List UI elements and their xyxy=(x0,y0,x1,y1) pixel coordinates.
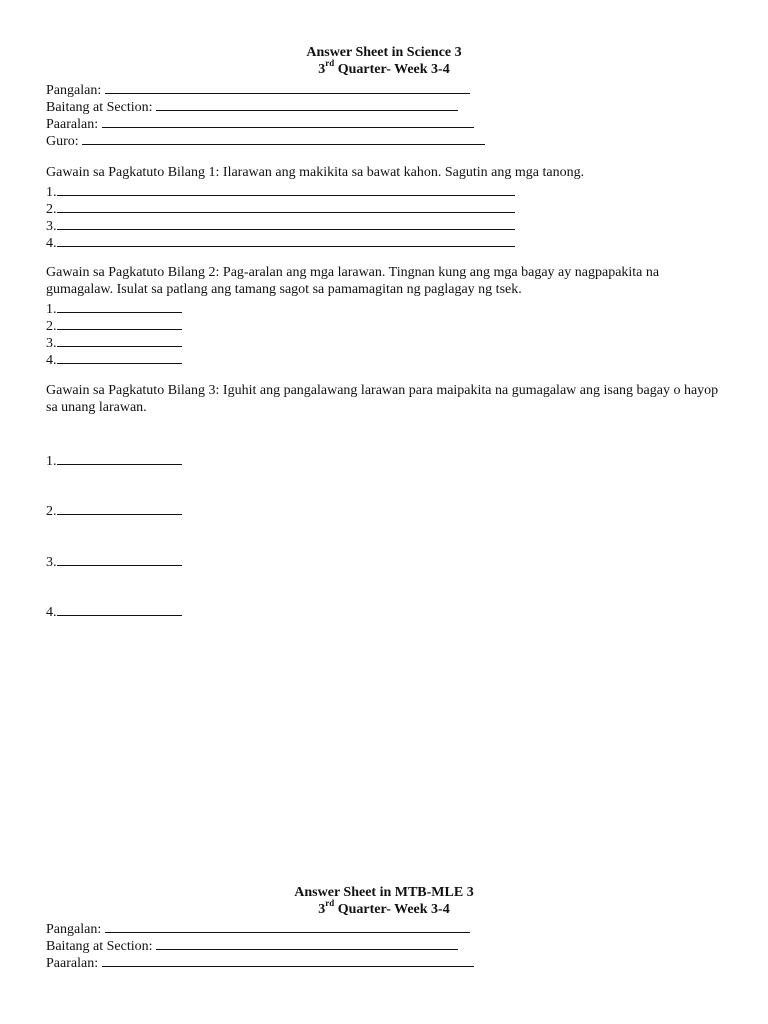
activity1-item: 4. xyxy=(46,233,515,252)
name-label: Pangalan: xyxy=(46,922,102,937)
activity2-item: 4. xyxy=(46,350,182,369)
answer-blank[interactable] xyxy=(57,182,515,196)
answer-blank[interactable] xyxy=(57,233,515,247)
activity2-item: 3. xyxy=(46,333,182,352)
sheet2-title: Answer Sheet in MTB-MLE 3 xyxy=(294,885,474,900)
activity2-item: 1. xyxy=(46,299,182,318)
school-blank[interactable] xyxy=(102,953,474,967)
name-blank[interactable] xyxy=(105,80,470,94)
answer-blank[interactable] xyxy=(57,602,182,616)
answer-blank[interactable] xyxy=(57,451,182,465)
quarter-suffix: rd xyxy=(325,898,335,909)
name-label: Pangalan: xyxy=(46,83,102,98)
answer-blank[interactable] xyxy=(57,216,515,230)
answer-blank[interactable] xyxy=(57,299,182,313)
quarter-number: 3 xyxy=(318,902,326,917)
teacher-field xyxy=(46,131,485,150)
school-field xyxy=(46,953,474,972)
activity2-item: 2. xyxy=(46,316,182,335)
activity3-item: 2. xyxy=(46,501,182,520)
name-blank[interactable] xyxy=(105,919,470,933)
activity3-instruction: Gawain sa Pagkatuto Bilang 3: Iguhit ang pangalawang larawan para maipakita na gumagalaw ang isang bagay o hayop sa unang larawan. xyxy=(46,383,719,415)
activity1-instruction: Gawain sa Pagkatuto Bilang 1: Ilarawan ang makikita sa bawat kahon. Sagutin ang mga tanong. xyxy=(46,165,585,180)
quarter-suffix: rd xyxy=(325,58,335,69)
sheet2-quarter xyxy=(0,898,768,918)
grade-section-blank[interactable] xyxy=(156,97,458,111)
activity2-instruction: Gawain sa Pagkatuto Bilang 2: Pag-aralan ang mga larawan. Tingnan kung ang mga bagay ay nagpapakita na gumagalaw. Isulat sa patlang ang tamang sagot sa pamamagitan ng paglagay ng tsek. xyxy=(46,265,660,297)
activity3-item: 1. xyxy=(46,451,182,470)
quarter-text: Quarter- Week 3-4 xyxy=(334,62,450,77)
school-blank[interactable] xyxy=(102,114,474,128)
answer-blank[interactable] xyxy=(57,552,182,566)
school-label: Paaralan: xyxy=(46,117,99,132)
quarter-text: Quarter- Week 3-4 xyxy=(334,902,450,917)
grade-section-blank[interactable] xyxy=(156,936,458,950)
answer-blank[interactable] xyxy=(57,199,515,213)
teacher-label: Guro: xyxy=(46,134,79,149)
quarter-number: 3 xyxy=(318,62,326,77)
answer-blank[interactable] xyxy=(57,333,182,347)
grade-section-label: Baitang at Section: xyxy=(46,939,153,954)
answer-blank[interactable] xyxy=(57,501,182,515)
teacher-blank[interactable] xyxy=(82,131,485,145)
activity3-item: 4. xyxy=(46,602,182,621)
grade-section-label: Baitang at Section: xyxy=(46,100,153,115)
activity1-item: 1. xyxy=(46,182,515,201)
sheet1-quarter xyxy=(0,58,768,78)
sheet1-title: Answer Sheet in Science 3 xyxy=(306,45,462,60)
answer-blank[interactable] xyxy=(57,350,182,364)
activity1-item: 3. xyxy=(46,216,515,235)
activity3-item: 3. xyxy=(46,552,182,571)
answer-blank[interactable] xyxy=(57,316,182,330)
school-label: Paaralan: xyxy=(46,956,99,971)
activity1-item: 2. xyxy=(46,199,515,218)
